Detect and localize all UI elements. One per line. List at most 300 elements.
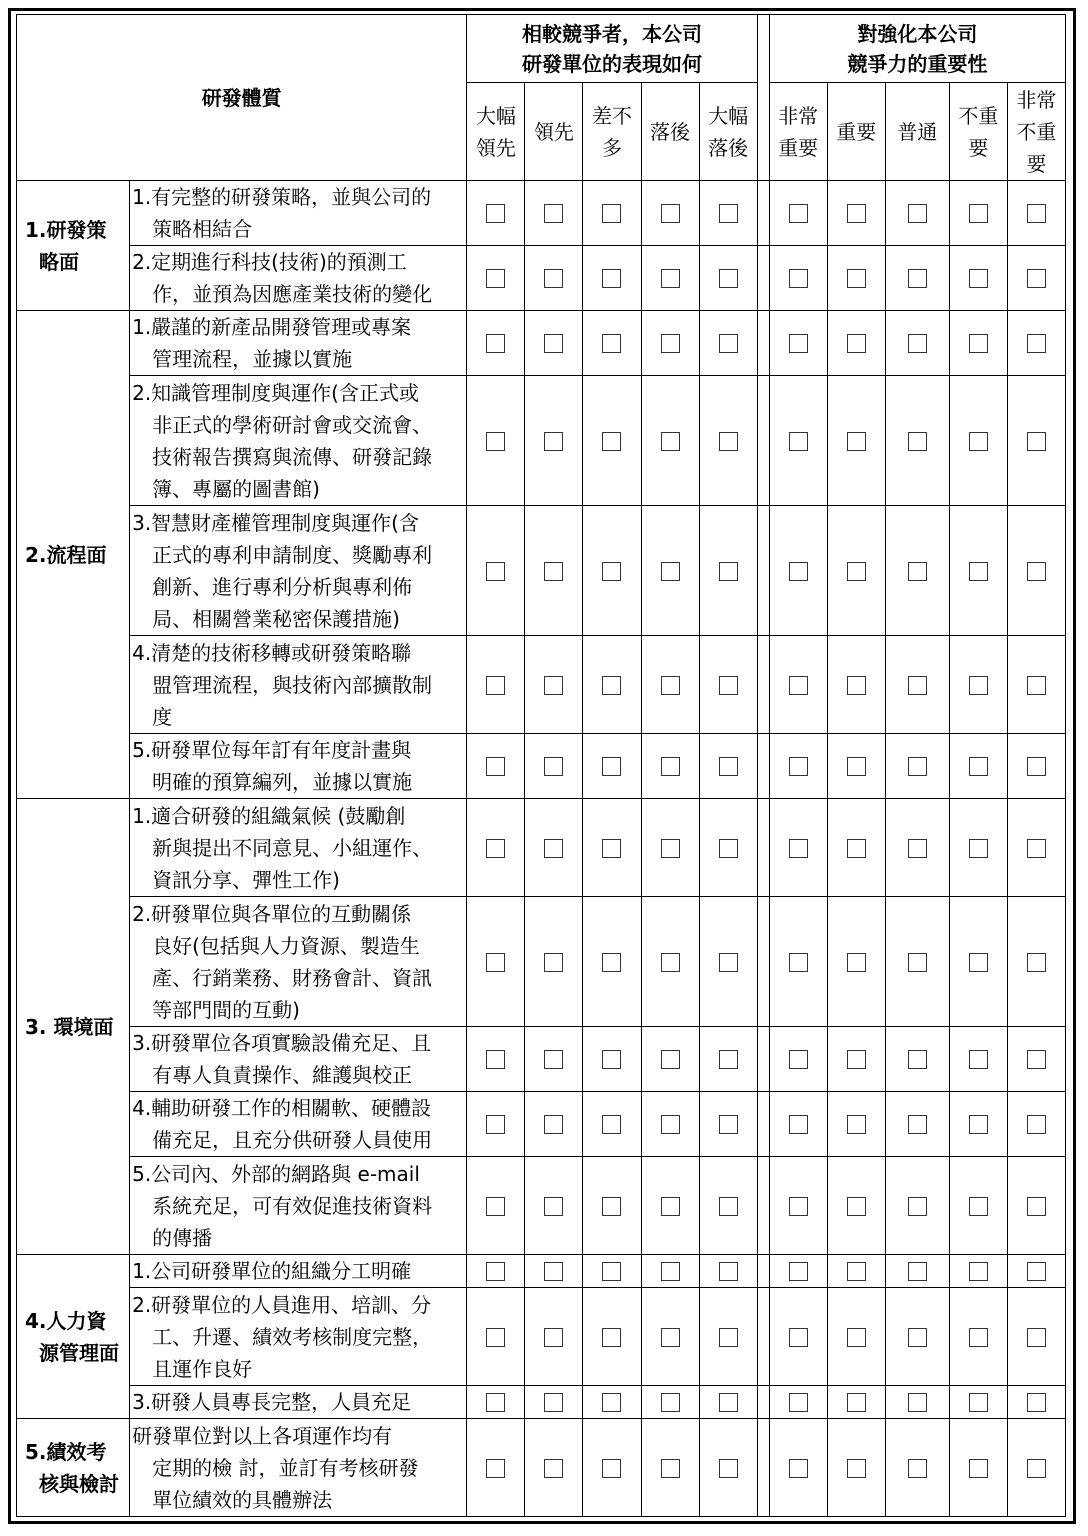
group2-col-header-line: 不重: [958, 103, 999, 128]
importance-checkbox[interactable]: [1027, 839, 1046, 858]
column-gap: [757, 311, 769, 376]
importance-checkbox[interactable]: [847, 1262, 866, 1281]
item-description: [130, 1157, 467, 1255]
performance-checkbox[interactable]: [486, 1115, 505, 1134]
performance-cell: [583, 376, 641, 506]
table-row: [17, 799, 1066, 897]
dimension-label-line: 核與檢討: [39, 1471, 119, 1496]
item-description: [130, 1386, 467, 1419]
importance-cell: [769, 1157, 827, 1255]
item-description-line: 研發單位對以上各項運作均有: [132, 1423, 393, 1448]
column-gap: [757, 1255, 769, 1288]
performance-checkbox[interactable]: [661, 1050, 680, 1069]
importance-checkbox[interactable]: [847, 269, 866, 288]
item-description-line: 定期的檢 討，並訂有考核研發: [152, 1455, 419, 1480]
performance-cell: [641, 1157, 699, 1255]
performance-cell: [467, 734, 525, 799]
importance-checkbox[interactable]: [789, 839, 808, 858]
importance-checkbox[interactable]: [847, 432, 866, 451]
performance-checkbox[interactable]: [486, 1459, 505, 1478]
importance-checkbox[interactable]: [847, 1197, 866, 1216]
importance-cell: [1007, 181, 1065, 246]
importance-checkbox[interactable]: [969, 432, 988, 451]
importance-cell: [885, 311, 949, 376]
importance-checkbox[interactable]: [969, 269, 988, 288]
group2-col-header-line: 重要: [778, 135, 819, 160]
importance-checkbox[interactable]: [789, 562, 808, 581]
dimension-label-line: 2.流程面: [25, 542, 107, 567]
importance-checkbox[interactable]: [1027, 1197, 1046, 1216]
table-row: [17, 1157, 1066, 1255]
group1-col-header: [525, 83, 583, 181]
performance-checkbox[interactable]: [661, 839, 680, 858]
importance-checkbox[interactable]: [908, 1197, 927, 1216]
performance-checkbox[interactable]: [661, 1115, 680, 1134]
performance-cell: [467, 799, 525, 897]
importance-checkbox[interactable]: [1027, 204, 1046, 223]
column-gap: [757, 1386, 769, 1419]
importance-cell: [1007, 311, 1065, 376]
performance-checkbox[interactable]: [602, 1393, 621, 1412]
performance-checkbox[interactable]: [544, 562, 563, 581]
importance-cell: [885, 1157, 949, 1255]
performance-cell: [525, 1386, 583, 1419]
importance-checkbox[interactable]: [1027, 1459, 1046, 1478]
importance-checkbox[interactable]: [1027, 269, 1046, 288]
performance-checkbox[interactable]: [661, 1459, 680, 1478]
group1-col-header-line: 大幅: [708, 103, 749, 128]
performance-checkbox[interactable]: [602, 1050, 621, 1069]
performance-checkbox[interactable]: [602, 1115, 621, 1134]
importance-checkbox[interactable]: [847, 1115, 866, 1134]
performance-checkbox[interactable]: [602, 204, 621, 223]
item-description-line: 資訊分享、彈性工作): [152, 867, 340, 892]
importance-checkbox[interactable]: [908, 1115, 927, 1134]
item-description-line: 單位績效的具體辦法: [152, 1487, 333, 1512]
item-description-line: 3.研發人員專長完整，人員充足: [132, 1390, 412, 1414]
performance-checkbox[interactable]: [486, 839, 505, 858]
performance-cell: [525, 897, 583, 1027]
performance-cell: [583, 799, 641, 897]
importance-cell: [949, 1027, 1007, 1092]
importance-checkbox[interactable]: [1027, 1328, 1046, 1347]
importance-cell: [949, 1092, 1007, 1157]
performance-checkbox[interactable]: [544, 757, 563, 776]
dimension-label: [17, 799, 130, 1255]
importance-cell: [1007, 1419, 1065, 1517]
performance-cell: [699, 376, 757, 506]
importance-checkbox[interactable]: [847, 204, 866, 223]
importance-cell: [769, 1386, 827, 1419]
group2-col-header-line: 重要: [836, 119, 877, 144]
performance-checkbox[interactable]: [661, 269, 680, 288]
item-description-line: 2.知識管理制度與運作(含正式或: [132, 380, 419, 405]
item-description-line: 新與提出不同意見、小組運作、: [152, 835, 433, 860]
performance-checkbox[interactable]: [544, 1459, 563, 1478]
performance-checkbox[interactable]: [486, 1262, 505, 1281]
performance-checkbox[interactable]: [719, 1328, 738, 1347]
dimension-label: [17, 1419, 130, 1517]
performance-cell: [699, 636, 757, 734]
importance-checkbox[interactable]: [908, 432, 927, 451]
importance-checkbox[interactable]: [908, 1393, 927, 1412]
performance-checkbox[interactable]: [602, 1262, 621, 1281]
performance-cell: [641, 376, 699, 506]
performance-checkbox[interactable]: [544, 334, 563, 353]
dimension-label: [17, 311, 130, 799]
importance-checkbox[interactable]: [847, 1459, 866, 1478]
performance-checkbox[interactable]: [661, 204, 680, 223]
performance-cell: [583, 1092, 641, 1157]
performance-checkbox[interactable]: [661, 432, 680, 451]
performance-checkbox[interactable]: [544, 1328, 563, 1347]
performance-checkbox[interactable]: [719, 1393, 738, 1412]
importance-checkbox[interactable]: [789, 1328, 808, 1347]
group1-col-header: [583, 83, 641, 181]
rd-survey-table: [16, 14, 1066, 1517]
importance-checkbox[interactable]: [1027, 953, 1046, 972]
performance-cell: [699, 1092, 757, 1157]
importance-checkbox[interactable]: [847, 953, 866, 972]
column-gap: [757, 897, 769, 1027]
importance-cell: [827, 1386, 885, 1419]
performance-checkbox[interactable]: [661, 562, 680, 581]
performance-cell: [525, 376, 583, 506]
importance-checkbox[interactable]: [908, 269, 927, 288]
importance-checkbox[interactable]: [1027, 1393, 1046, 1412]
importance-checkbox[interactable]: [908, 562, 927, 581]
performance-checkbox[interactable]: [602, 953, 621, 972]
importance-cell: [827, 506, 885, 636]
performance-cell: [699, 1288, 757, 1386]
table-row: [17, 506, 1066, 636]
importance-checkbox[interactable]: [789, 1393, 808, 1412]
item-description-line: 2.定期進行科技(技術)的預測工: [132, 250, 407, 274]
importance-checkbox[interactable]: [908, 204, 927, 223]
importance-cell: [769, 734, 827, 799]
performance-checkbox[interactable]: [486, 1328, 505, 1347]
item-description-line: 正式的專利申請制度、獎勵專利: [152, 542, 433, 567]
importance-checkbox[interactable]: [908, 839, 927, 858]
performance-checkbox[interactable]: [544, 1197, 563, 1216]
performance-cell: [583, 311, 641, 376]
performance-cell: [583, 1386, 641, 1419]
column-gap: [757, 1092, 769, 1157]
item-description-line: 度: [152, 704, 173, 729]
importance-checkbox[interactable]: [908, 1328, 927, 1347]
importance-checkbox[interactable]: [789, 1050, 808, 1069]
performance-checkbox[interactable]: [602, 269, 621, 288]
importance-checkbox[interactable]: [969, 757, 988, 776]
importance-checkbox[interactable]: [1027, 432, 1046, 451]
group2-col-header-line: 非常: [1016, 87, 1057, 112]
performance-checkbox[interactable]: [719, 676, 738, 695]
performance-checkbox[interactable]: [486, 953, 505, 972]
performance-checkbox[interactable]: [602, 1197, 621, 1216]
performance-checkbox[interactable]: [544, 204, 563, 223]
importance-cell: [827, 1092, 885, 1157]
importance-cell: [949, 1255, 1007, 1288]
performance-checkbox[interactable]: [719, 1459, 738, 1478]
group1-col-header: [467, 83, 525, 181]
importance-checkbox[interactable]: [789, 269, 808, 288]
performance-cell: [699, 1157, 757, 1255]
importance-checkbox[interactable]: [1027, 1115, 1046, 1134]
performance-cell: [525, 1255, 583, 1288]
importance-cell: [949, 1386, 1007, 1419]
performance-checkbox[interactable]: [602, 676, 621, 695]
importance-checkbox[interactable]: [789, 953, 808, 972]
importance-checkbox[interactable]: [847, 1328, 866, 1347]
importance-checkbox[interactable]: [847, 1050, 866, 1069]
performance-checkbox[interactable]: [544, 269, 563, 288]
performance-checkbox[interactable]: [719, 839, 738, 858]
performance-cell: [525, 799, 583, 897]
importance-cell: [1007, 1157, 1065, 1255]
performance-checkbox[interactable]: [719, 1115, 738, 1134]
importance-cell: [1007, 799, 1065, 897]
performance-checkbox[interactable]: [486, 676, 505, 695]
column-gap: [757, 734, 769, 799]
performance-checkbox[interactable]: [486, 334, 505, 353]
importance-checkbox[interactable]: [789, 204, 808, 223]
importance-checkbox[interactable]: [969, 953, 988, 972]
column-gap: [757, 15, 769, 181]
item-description: [130, 311, 467, 376]
importance-checkbox[interactable]: [847, 676, 866, 695]
performance-cell: [467, 246, 525, 311]
performance-checkbox[interactable]: [719, 562, 738, 581]
performance-checkbox[interactable]: [719, 757, 738, 776]
importance-checkbox[interactable]: [908, 334, 927, 353]
performance-checkbox[interactable]: [602, 757, 621, 776]
item-description-line: 2.研發單位與各單位的互動關係: [132, 901, 412, 926]
importance-checkbox[interactable]: [908, 953, 927, 972]
item-description-line: 等部門間的互動): [152, 997, 300, 1022]
importance-checkbox[interactable]: [1027, 1050, 1046, 1069]
importance-checkbox[interactable]: [847, 839, 866, 858]
group1-col-header-line: 落後: [708, 135, 749, 160]
performance-checkbox[interactable]: [544, 1050, 563, 1069]
importance-checkbox[interactable]: [969, 1459, 988, 1478]
performance-checkbox[interactable]: [602, 562, 621, 581]
importance-checkbox[interactable]: [847, 562, 866, 581]
importance-checkbox[interactable]: [789, 757, 808, 776]
performance-checkbox[interactable]: [544, 432, 563, 451]
item-description-line: 的傳播: [152, 1225, 213, 1250]
importance-checkbox[interactable]: [789, 334, 808, 353]
importance-checkbox[interactable]: [1027, 757, 1046, 776]
performance-checkbox[interactable]: [719, 204, 738, 223]
performance-checkbox[interactable]: [602, 1328, 621, 1347]
performance-checkbox[interactable]: [661, 1197, 680, 1216]
importance-checkbox[interactable]: [789, 1197, 808, 1216]
importance-checkbox[interactable]: [908, 757, 927, 776]
performance-cell: [525, 1157, 583, 1255]
importance-cell: [1007, 246, 1065, 311]
importance-cell: [885, 1255, 949, 1288]
performance-checkbox[interactable]: [544, 676, 563, 695]
performance-cell: [467, 181, 525, 246]
importance-checkbox[interactable]: [969, 562, 988, 581]
importance-checkbox[interactable]: [789, 432, 808, 451]
importance-cell: [1007, 376, 1065, 506]
importance-checkbox[interactable]: [969, 1328, 988, 1347]
importance-checkbox[interactable]: [789, 1459, 808, 1478]
dimension-label-line: 4.人力資: [25, 1308, 107, 1333]
group1-col-header: [699, 83, 757, 181]
group1-header-line: 研發單位的表現如何: [522, 51, 703, 76]
performance-checkbox[interactable]: [719, 432, 738, 451]
importance-cell: [827, 246, 885, 311]
performance-checkbox[interactable]: [486, 757, 505, 776]
importance-cell: [885, 1027, 949, 1092]
item-description: [130, 376, 467, 506]
performance-cell: [583, 1027, 641, 1092]
performance-cell: [525, 181, 583, 246]
importance-checkbox[interactable]: [969, 1197, 988, 1216]
importance-cell: [769, 181, 827, 246]
performance-checkbox[interactable]: [602, 334, 621, 353]
performance-cell: [467, 1288, 525, 1386]
group2-col-header: [769, 83, 827, 181]
item-description: [130, 1419, 467, 1517]
item-description-line: 1.適合研發的組織氣候 (鼓勵創: [132, 803, 406, 828]
performance-checkbox[interactable]: [661, 334, 680, 353]
importance-cell: [769, 246, 827, 311]
item-description-line: 盟管理流程，與技術內部擴散制: [152, 672, 433, 697]
importance-cell: [885, 506, 949, 636]
importance-checkbox[interactable]: [908, 1262, 927, 1281]
dimension-label-line: 略面: [39, 249, 79, 274]
group1-header-line: 相較競爭者，本公司: [522, 21, 703, 46]
importance-checkbox[interactable]: [847, 1393, 866, 1412]
performance-checkbox[interactable]: [544, 1393, 563, 1412]
performance-checkbox[interactable]: [486, 432, 505, 451]
item-description: [130, 246, 467, 311]
importance-cell: [949, 636, 1007, 734]
importance-checkbox[interactable]: [908, 676, 927, 695]
importance-cell: [1007, 1255, 1065, 1288]
importance-checkbox[interactable]: [1027, 676, 1046, 695]
importance-checkbox[interactable]: [908, 1459, 927, 1478]
importance-checkbox[interactable]: [969, 334, 988, 353]
importance-cell: [949, 1157, 1007, 1255]
performance-checkbox[interactable]: [544, 1262, 563, 1281]
importance-checkbox[interactable]: [969, 1050, 988, 1069]
importance-checkbox[interactable]: [789, 676, 808, 695]
importance-cell: [827, 1157, 885, 1255]
importance-checkbox[interactable]: [1027, 1262, 1046, 1281]
performance-checkbox[interactable]: [486, 1050, 505, 1069]
performance-checkbox[interactable]: [661, 676, 680, 695]
importance-checkbox[interactable]: [969, 204, 988, 223]
performance-checkbox[interactable]: [544, 953, 563, 972]
performance-checkbox[interactable]: [719, 334, 738, 353]
performance-cell: [467, 1027, 525, 1092]
importance-cell: [827, 799, 885, 897]
performance-checkbox[interactable]: [486, 1393, 505, 1412]
importance-checkbox[interactable]: [969, 839, 988, 858]
performance-checkbox[interactable]: [719, 1050, 738, 1069]
importance-cell: [769, 897, 827, 1027]
performance-checkbox[interactable]: [544, 1115, 563, 1134]
table-row: [17, 734, 1066, 799]
performance-cell: [699, 1419, 757, 1517]
importance-checkbox[interactable]: [847, 334, 866, 353]
importance-checkbox[interactable]: [969, 676, 988, 695]
performance-checkbox[interactable]: [544, 839, 563, 858]
importance-checkbox[interactable]: [847, 757, 866, 776]
column-gap: [757, 1419, 769, 1517]
performance-checkbox[interactable]: [486, 1197, 505, 1216]
performance-cell: [467, 1092, 525, 1157]
importance-checkbox[interactable]: [789, 1262, 808, 1281]
item-description-line: 1.有完整的研發策略，並與公司的: [132, 185, 432, 209]
performance-cell: [583, 1157, 641, 1255]
performance-checkbox[interactable]: [661, 1262, 680, 1281]
performance-checkbox[interactable]: [719, 1262, 738, 1281]
importance-cell: [885, 376, 949, 506]
performance-checkbox[interactable]: [602, 839, 621, 858]
importance-cell: [885, 734, 949, 799]
importance-checkbox[interactable]: [1027, 562, 1046, 581]
performance-checkbox[interactable]: [661, 757, 680, 776]
importance-checkbox[interactable]: [969, 1262, 988, 1281]
performance-checkbox[interactable]: [486, 562, 505, 581]
performance-checkbox[interactable]: [661, 953, 680, 972]
performance-cell: [525, 734, 583, 799]
importance-cell: [827, 181, 885, 246]
group1-col-header-line: 多: [601, 135, 622, 160]
group1-col-header: [641, 83, 699, 181]
performance-cell: [699, 734, 757, 799]
importance-cell: [885, 1288, 949, 1386]
performance-checkbox[interactable]: [602, 432, 621, 451]
performance-cell: [467, 636, 525, 734]
importance-checkbox[interactable]: [789, 1115, 808, 1134]
performance-cell: [525, 1092, 583, 1157]
performance-checkbox[interactable]: [661, 1328, 680, 1347]
performance-checkbox[interactable]: [661, 1393, 680, 1412]
performance-cell: [525, 1288, 583, 1386]
item-description-line: 有專人負責操作、維護與校正: [152, 1063, 413, 1087]
importance-checkbox[interactable]: [908, 1050, 927, 1069]
performance-cell: [641, 1027, 699, 1092]
item-description-line: 3.研發單位各項實驗設備充足、且: [132, 1031, 432, 1055]
performance-cell: [467, 311, 525, 376]
performance-cell: [699, 246, 757, 311]
importance-checkbox[interactable]: [969, 1115, 988, 1134]
performance-cell: [583, 1288, 641, 1386]
item-description-line: 明確的預算編列，並據以實施: [152, 770, 413, 794]
group1-col-header-line: 差不: [591, 103, 632, 128]
importance-checkbox[interactable]: [969, 1393, 988, 1412]
performance-checkbox[interactable]: [719, 269, 738, 288]
performance-cell: [641, 246, 699, 311]
item-description-line: 1.嚴謹的新產品開發管理或專案: [132, 315, 412, 339]
performance-checkbox[interactable]: [719, 1197, 738, 1216]
group2-col-header: [885, 83, 949, 181]
importance-cell: [769, 311, 827, 376]
performance-checkbox[interactable]: [486, 269, 505, 288]
performance-checkbox[interactable]: [719, 953, 738, 972]
performance-checkbox[interactable]: [602, 1459, 621, 1478]
performance-cell: [583, 636, 641, 734]
importance-checkbox[interactable]: [1027, 334, 1046, 353]
performance-checkbox[interactable]: [486, 204, 505, 223]
item-description-line: 備充足，且充分供研發人員使用: [152, 1128, 433, 1152]
